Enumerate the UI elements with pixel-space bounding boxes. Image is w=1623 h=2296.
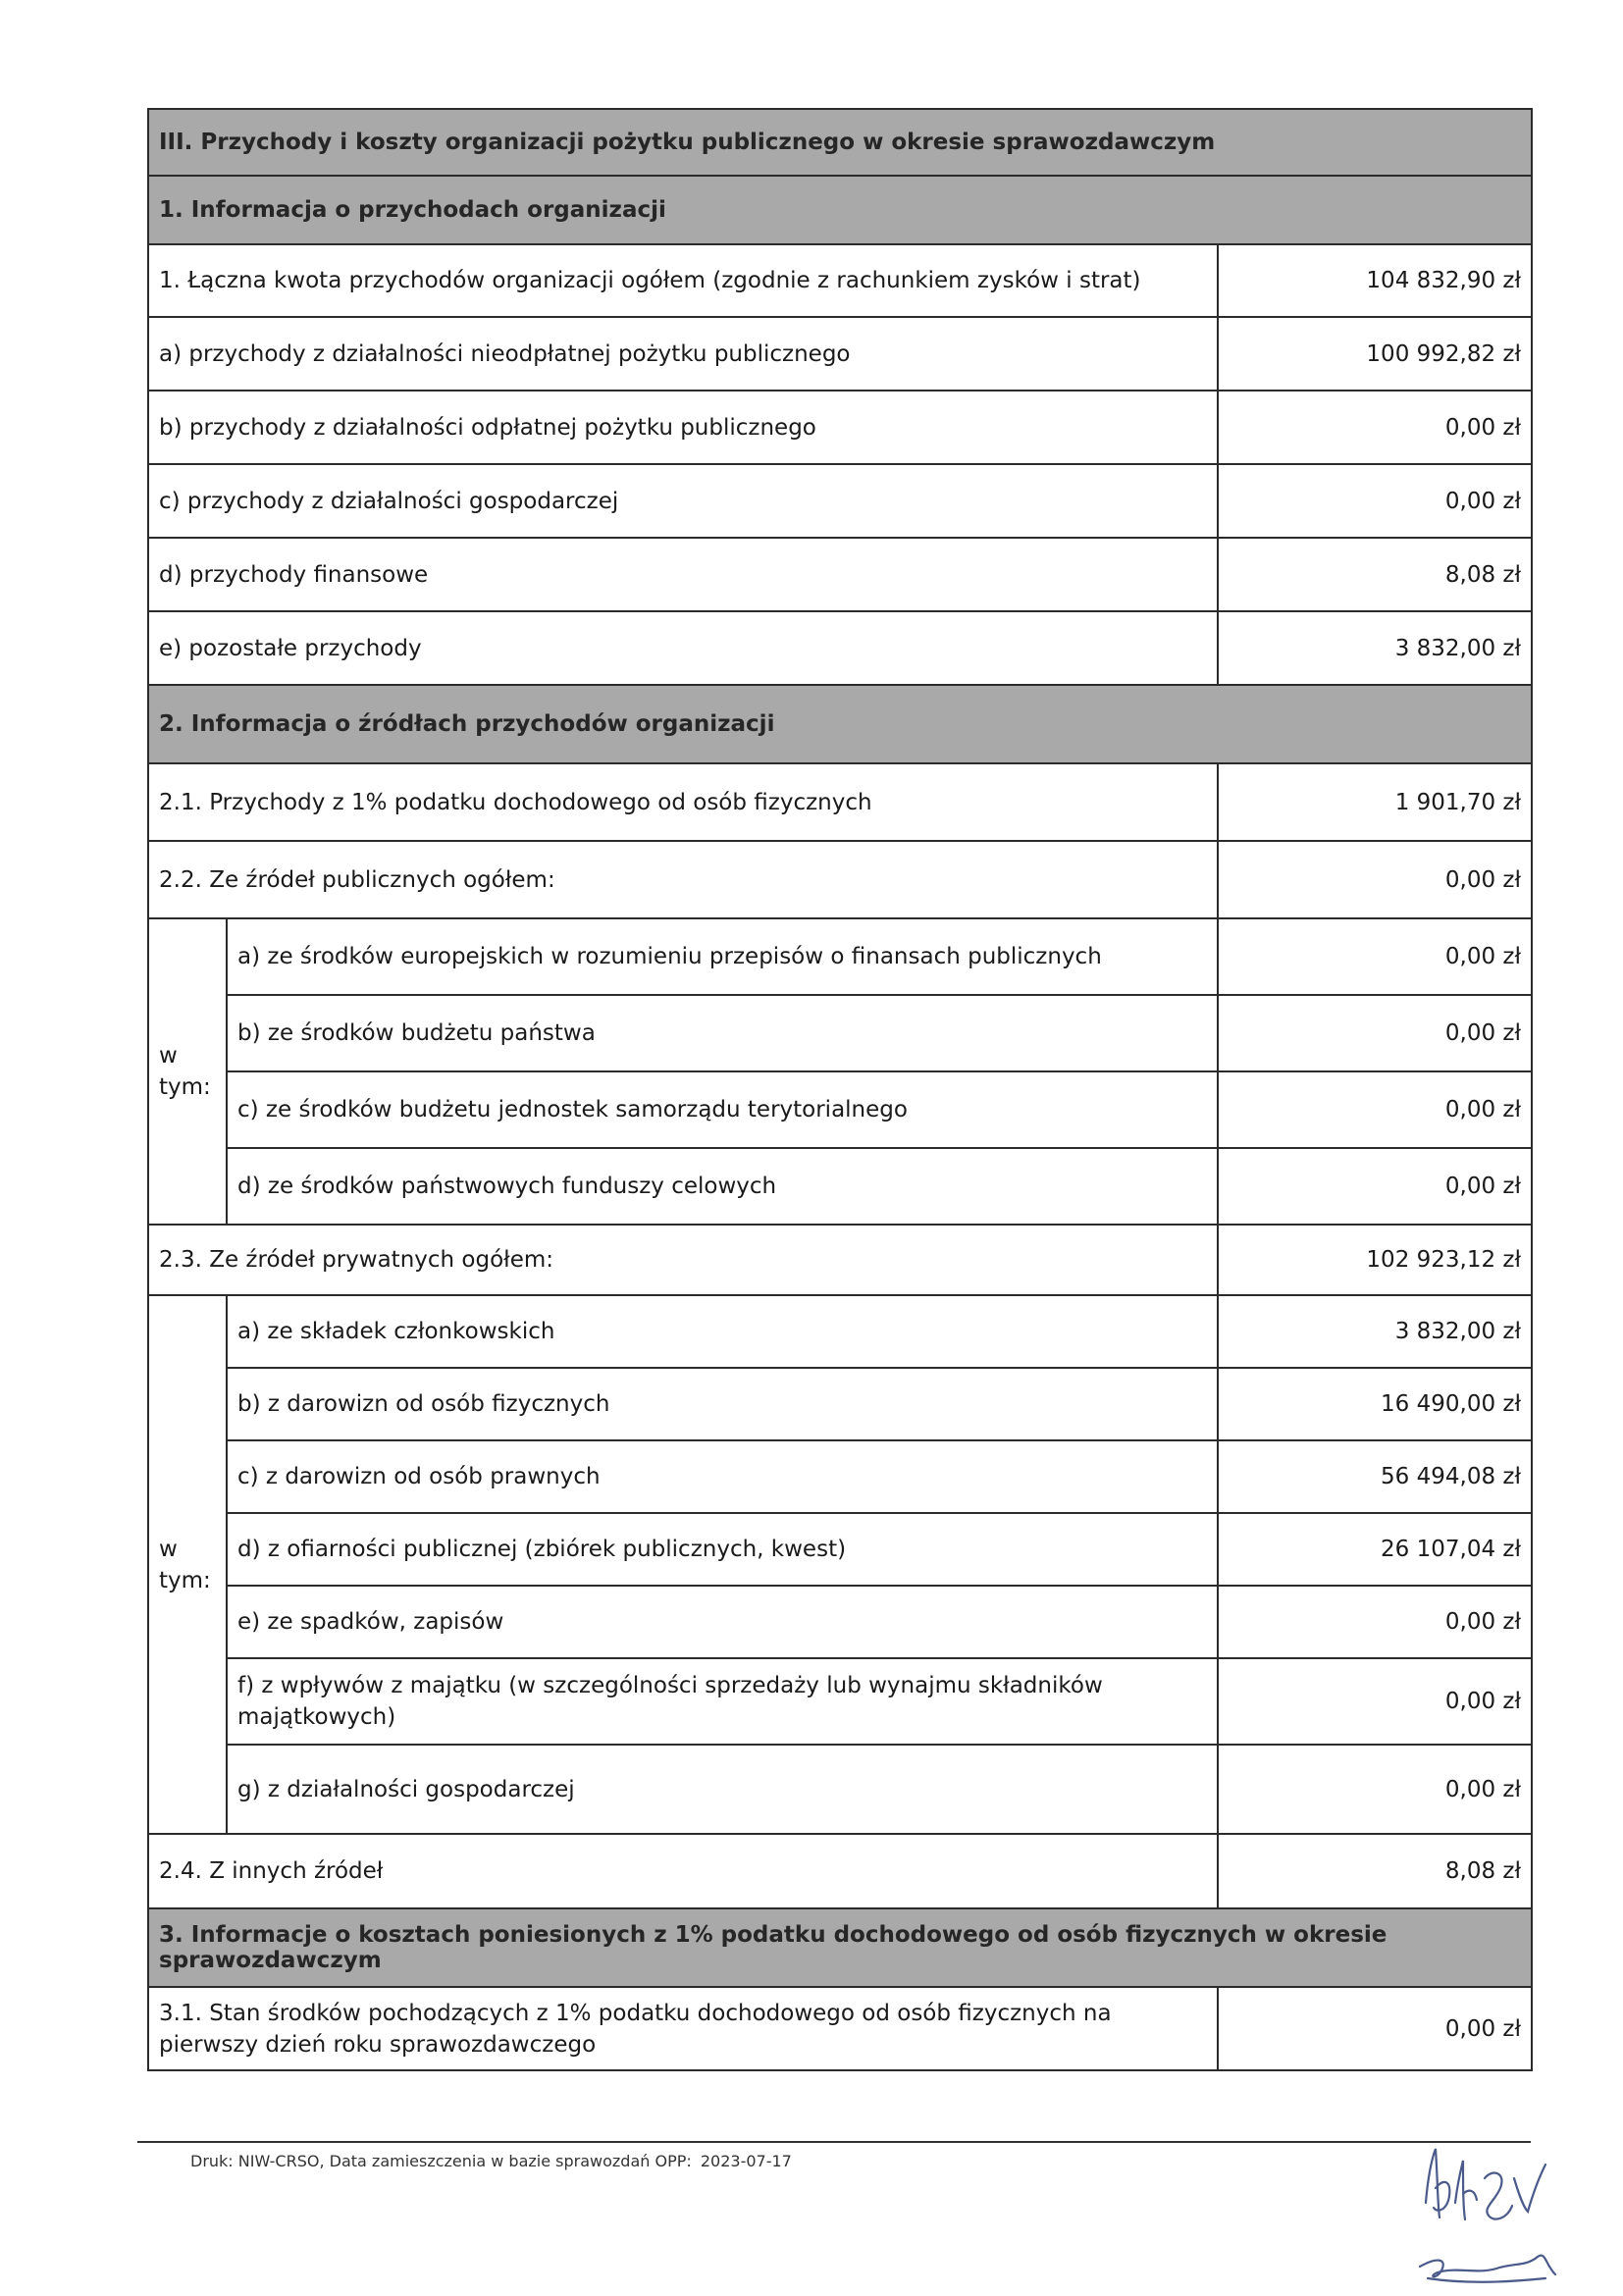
revenue-item-amount: 0,00 zł [1218, 391, 1532, 464]
private-item-label: f) z wpływów z majątku (w szczególności sprzedaży lub wynajmu składników majątkowych) [227, 1658, 1218, 1745]
public-item-label: d) ze środków państwowych funduszy celowych [227, 1148, 1218, 1225]
private-item-label: b) z darowizn od osób fizycznych [227, 1368, 1218, 1440]
table-row [148, 1295, 1532, 1368]
part-3-title: 3. Informacje o kosztach poniesionych z 1% podatku dochodowego od osób fizycznych w okresie sprawozdawczym [148, 1908, 1532, 1987]
private-item-amount: 3 832,00 zł [1218, 1295, 1532, 1368]
table-row [148, 244, 1532, 317]
other-sources-label: 2.4. Z innych źródeł [148, 1834, 1218, 1908]
financial-report-table [147, 108, 1533, 2071]
part-1-title: 1. Informacja o przychodach organizacji [148, 176, 1532, 244]
public-sources-label: 2.2. Ze źródeł publicznych ogółem: [148, 841, 1218, 918]
revenue-item-amount: 100 992,82 zł [1218, 317, 1532, 391]
handwritten-signature [1398, 2110, 1575, 2296]
table-row [148, 1834, 1532, 1908]
private-sources-label: 2.3. Ze źródeł prywatnych ogółem: [148, 1225, 1218, 1295]
private-sources-amount: 102 923,12 zł [1218, 1225, 1532, 1295]
table-row [148, 841, 1532, 918]
section-iii-title: III. Przychody i koszty organizacji pożytku publicznego w okresie sprawozdawczym [148, 109, 1532, 176]
other-sources-amount: 8,08 zł [1218, 1834, 1532, 1908]
revenue-item-amount: 3 832,00 zł [1218, 611, 1532, 685]
table-row [148, 1225, 1532, 1295]
table-row [148, 763, 1532, 841]
private-item-amount: 0,00 zł [1218, 1658, 1532, 1745]
table-row [148, 1513, 1532, 1586]
footer-print-label: Druk: NIW-CRSO, Data zamieszczenia w bazie sprawozdań OPP: [190, 2152, 692, 2170]
one-percent-revenue-label: 2.1. Przychody z 1% podatku dochodowego od osób fizycznych [148, 763, 1218, 841]
public-item-amount: 0,00 zł [1218, 918, 1532, 995]
table-row [148, 317, 1532, 391]
table-row [148, 918, 1532, 995]
revenue-item-label: e) pozostałe przychody [148, 611, 1218, 685]
table-row [148, 464, 1532, 538]
public-sources-amount: 0,00 zł [1218, 841, 1532, 918]
footer-divider [137, 2141, 1531, 2143]
private-item-label: d) z ofiarności publicznej (zbiórek publicznych, kwest) [227, 1513, 1218, 1586]
one-percent-balance-label: 3.1. Stan środków pochodzących z 1% podatku dochodowego od osób fizycznych na pierwszy dzień roku sprawozdawczego [148, 1987, 1218, 2070]
table-row [148, 995, 1532, 1071]
total-revenue-label: 1. Łączna kwota przychodów organizacji ogółem (zgodnie z rachunkiem zysków i strat) [148, 244, 1218, 317]
table-row [148, 611, 1532, 685]
revenue-item-label: d) przychody finansowe [148, 538, 1218, 611]
revenue-item-label: c) przychody z działalności gospodarczej [148, 464, 1218, 538]
public-item-amount: 0,00 zł [1218, 1071, 1532, 1148]
private-item-amount: 56 494,08 zł [1218, 1440, 1532, 1513]
private-wtym-label: w tym: [148, 1295, 227, 1834]
revenue-item-amount: 0,00 zł [1218, 464, 1532, 538]
one-percent-balance-amount: 0,00 zł [1218, 1987, 1532, 2070]
private-item-label: g) z działalności gospodarczej [227, 1745, 1218, 1834]
revenue-item-amount: 8,08 zł [1218, 538, 1532, 611]
table-row [148, 1071, 1532, 1148]
table-row [148, 1148, 1532, 1225]
table-row [148, 1586, 1532, 1658]
footer-print-info [186, 2152, 792, 2170]
private-item-amount: 0,00 zł [1218, 1586, 1532, 1658]
public-item-label: b) ze środków budżetu państwa [227, 995, 1218, 1071]
part-1-header-row [148, 176, 1532, 244]
private-item-amount: 0,00 zł [1218, 1745, 1532, 1834]
table-row [148, 1368, 1532, 1440]
revenue-item-label: b) przychody z działalności odpłatnej pożytku publicznego [148, 391, 1218, 464]
section-iii-header-row [148, 109, 1532, 176]
table-row [148, 1987, 1532, 2070]
private-item-label: e) ze spadków, zapisów [227, 1586, 1218, 1658]
public-item-label: c) ze środków budżetu jednostek samorządu terytorialnego [227, 1071, 1218, 1148]
private-item-label: c) z darowizn od osób prawnych [227, 1440, 1218, 1513]
public-item-label: a) ze środków europejskich w rozumieniu przepisów o finansach publicznych [227, 918, 1218, 995]
part-2-title: 2. Informacja o źródłach przychodów organizacji [148, 685, 1532, 763]
revenue-item-label: a) przychody z działalności nieodpłatnej pożytku publicznego [148, 317, 1218, 391]
public-item-amount: 0,00 zł [1218, 995, 1532, 1071]
table-row [148, 1745, 1532, 1834]
total-revenue-amount: 104 832,90 zł [1218, 244, 1532, 317]
table-row [148, 1440, 1532, 1513]
table-row [148, 391, 1532, 464]
public-item-amount: 0,00 zł [1218, 1148, 1532, 1225]
footer-date: 2023-07-17 [700, 2152, 792, 2170]
part-2-header-row [148, 685, 1532, 763]
private-item-amount: 16 490,00 zł [1218, 1368, 1532, 1440]
table-row [148, 1658, 1532, 1745]
public-wtym-label: w tym: [148, 918, 227, 1225]
private-item-amount: 26 107,04 zł [1218, 1513, 1532, 1586]
table-row [148, 538, 1532, 611]
private-item-label: a) ze składek członkowskich [227, 1295, 1218, 1368]
part-3-header-row [148, 1908, 1532, 1987]
one-percent-revenue-amount: 1 901,70 zł [1218, 763, 1532, 841]
